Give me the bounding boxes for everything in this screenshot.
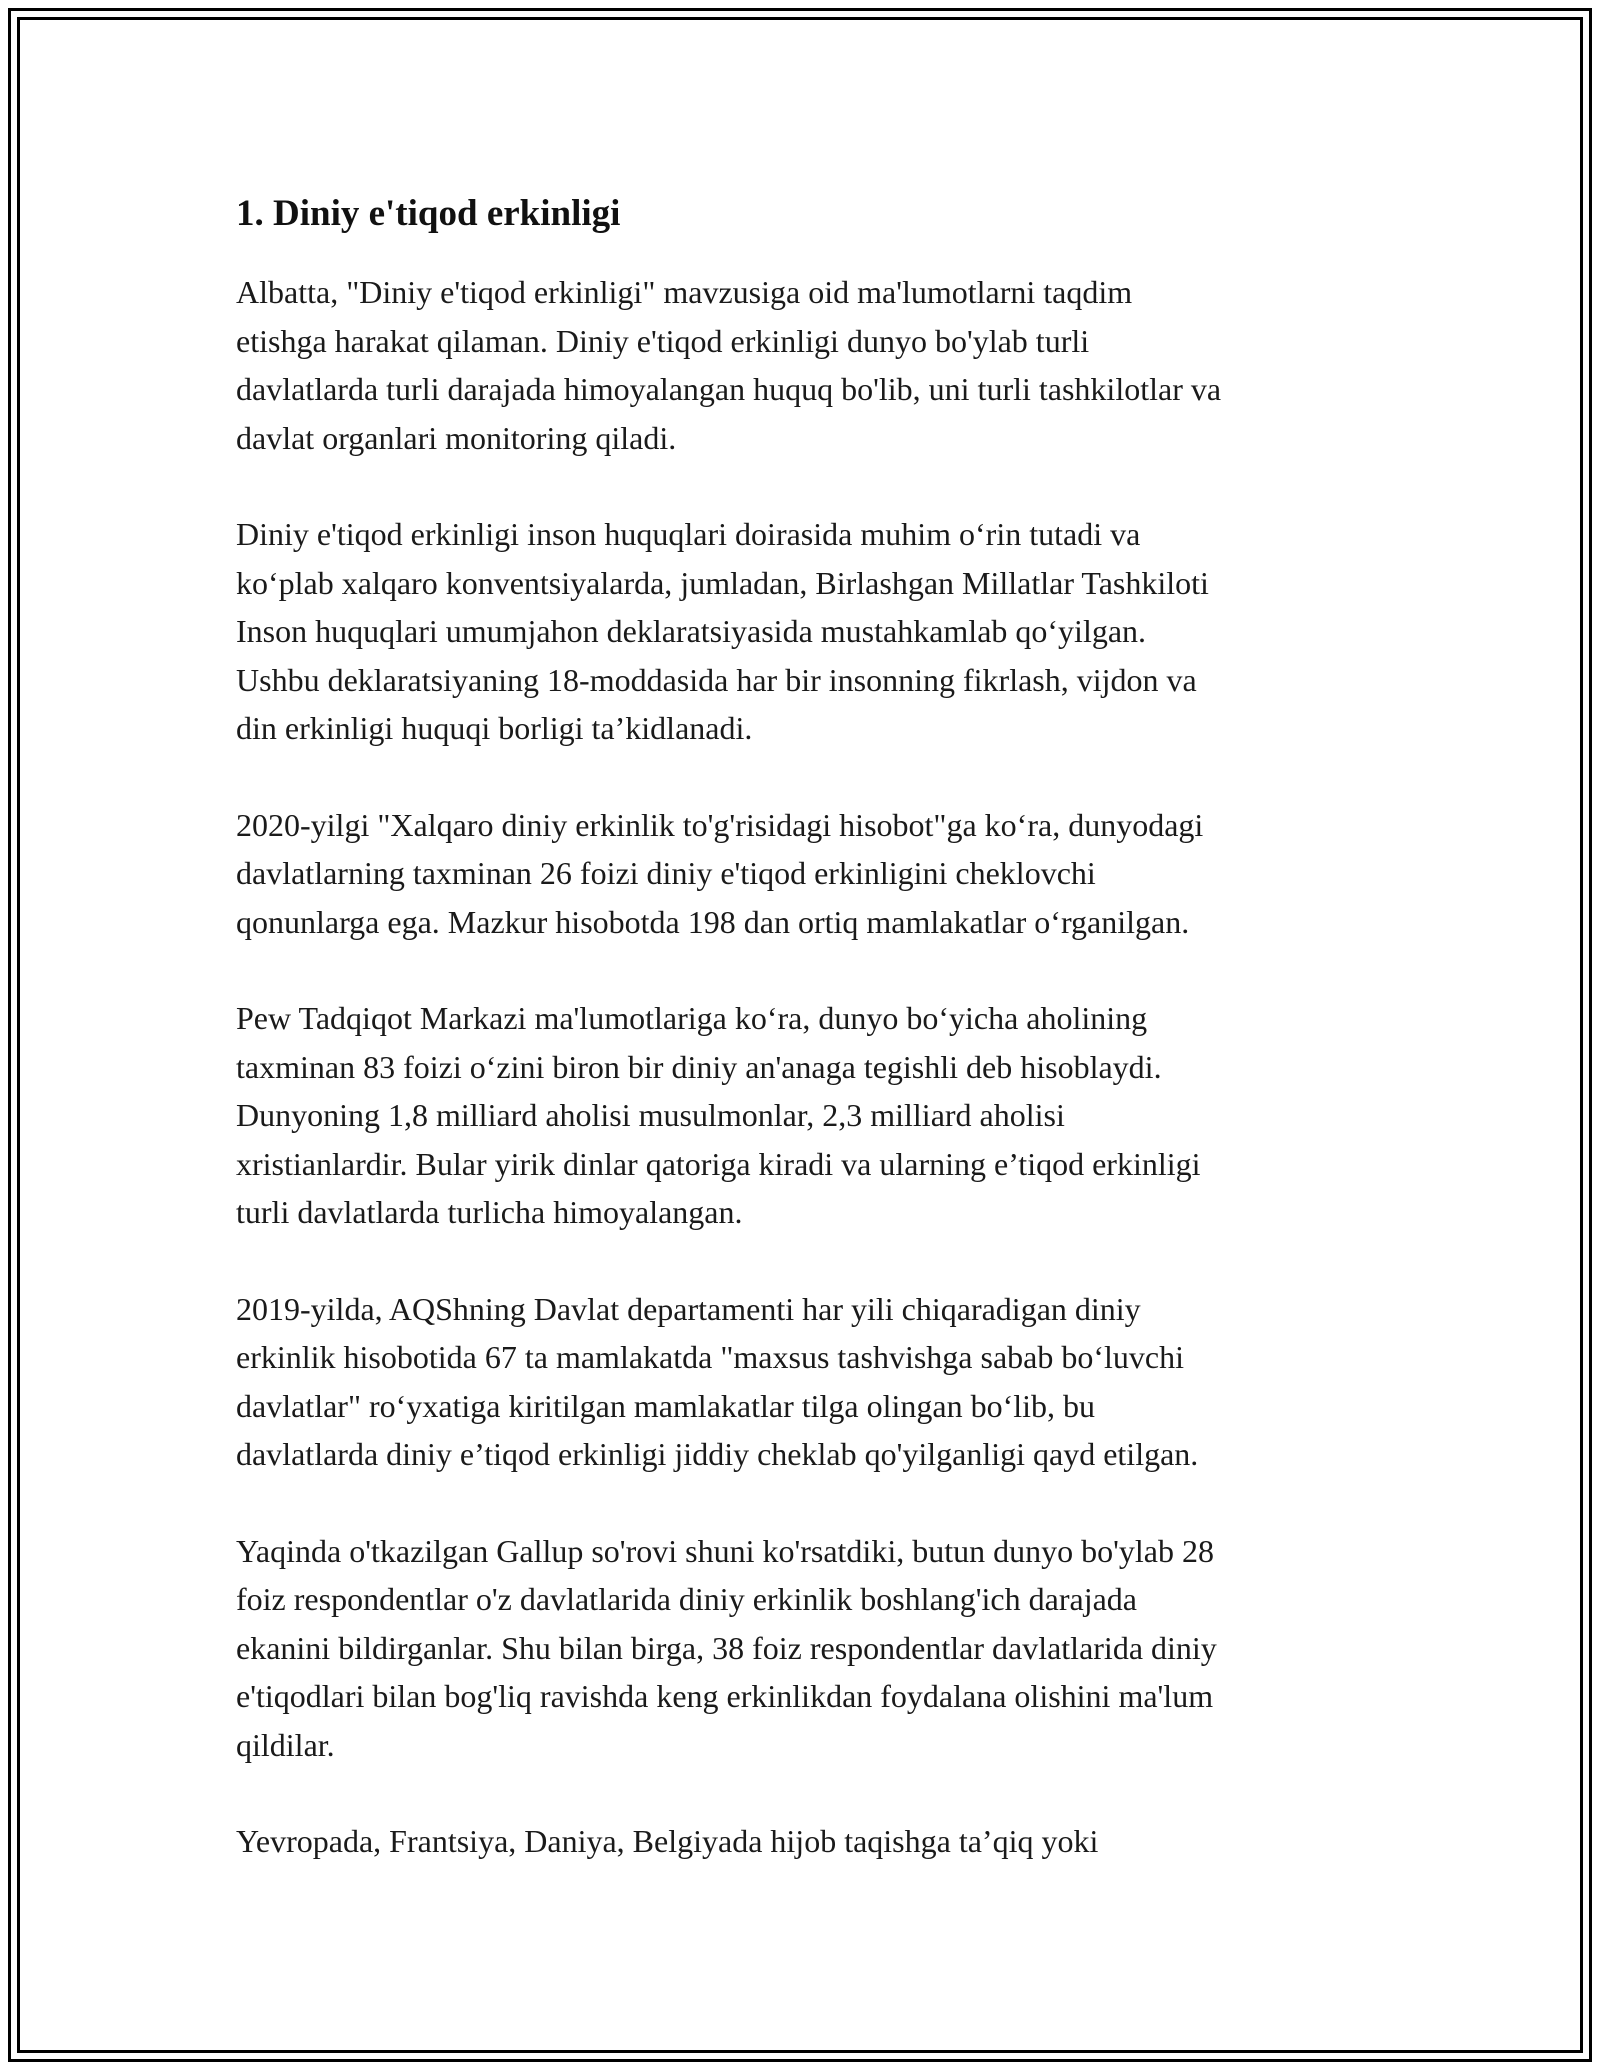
paragraph-europe-hijab: Yevropada, Frantsiya, Daniya, Belgiyada hijob taqishga ta’qiq yoki <box>236 1823 1099 1859</box>
paragraph-human-rights: Diniy e'tiqod erkinligi inson huquqlari doirasida muhim o‘rin tutadi va ko‘plab xalqaro konventsiyalarda, jumladan, Birlashgan Millatlar Tashkiloti Inson huquqlari umumjahon deklaratsiyasida mustahkamlab qo‘yilgan. Ushbu deklaratsiyaning 18-moddasida har bir insonning fikrlash, vijdon va din erkinligi huquqi borligi ta’kidlanadi. <box>236 516 1209 746</box>
paragraph-pew-research: Pew Tadqiqot Markazi ma'lumotlariga ko‘ra, dunyo bo‘yicha aholining taxminan 83 foizi o‘zini biron bir diniy an'anaga tegishli deb hisoblaydi. Dunyoning 1,8 milliard aholisi musulmonlar, 2,3 milliard aholisi xristianlardir. Bular yirik dinlar qatoriga kiradi va ularning e’tiqod erkinligi turli davlatlarda turlicha himoyalangan. <box>236 1000 1201 1230</box>
document-body <box>236 186 1376 1914</box>
paragraph-2020-report: 2020-yilgi "Xalqaro diniy erkinlik to'g'risidagi hisobot"ga ko‘ra, dunyodagi davlatlarning taxminan 26 foizi diniy e'tiqod erkinligini cheklovchi qonunlarga ega. Mazkur hisobotda 198 dan ortiq mamlakatlar o‘rganilgan. <box>236 806 1204 940</box>
paragraph-albatta: Albatta, "Diniy e'tiqod erkinligi" mavzusiga oid ma'lumotlarni taqdim etishga harakat qilaman. Diniy e'tiqod erkinligi dunyo bo'ylab turli davlatlarda turli darajada himoyalangan huquq bo'lib, uni turli tashkilotlar va davlat organlari monitoring qiladi. <box>236 274 1222 456</box>
paragraph-2019-state-department: 2019-yilda, AQShning Davlat departamenti har yili chiqaradigan diniy erkinlik hisobotida 67 ta mamlakatda "maxsus tashvishga sabab bo‘luvchi davlatlar" ro‘yxatiga kiritilgan mamlakatlar tilga olingan bo‘lib, bu davlatlarda diniy e’tiqod erkinligi jiddiy cheklab qo'yilganligi qayd etilgan. <box>236 1290 1199 1472</box>
paragraph-gallup-survey: Yaqinda o'tkazilgan Gallup so'rovi shuni ko'rsatdiki, butun dunyo bo'ylab 28 foiz respondentlar o'z davlatlarida diniy erkinlik boshlang'ich darajada ekanini bildirganlar. Shu bilan birga, 38 foiz respondentlar davlatlarida diniy e'tiqodlari bilan bog'liq ravishda keng erkinlikdan foydalana olishini ma'lum qildilar. <box>236 1532 1217 1763</box>
document-title: 1. Diniy e'tiqod erkinligi <box>236 193 621 234</box>
